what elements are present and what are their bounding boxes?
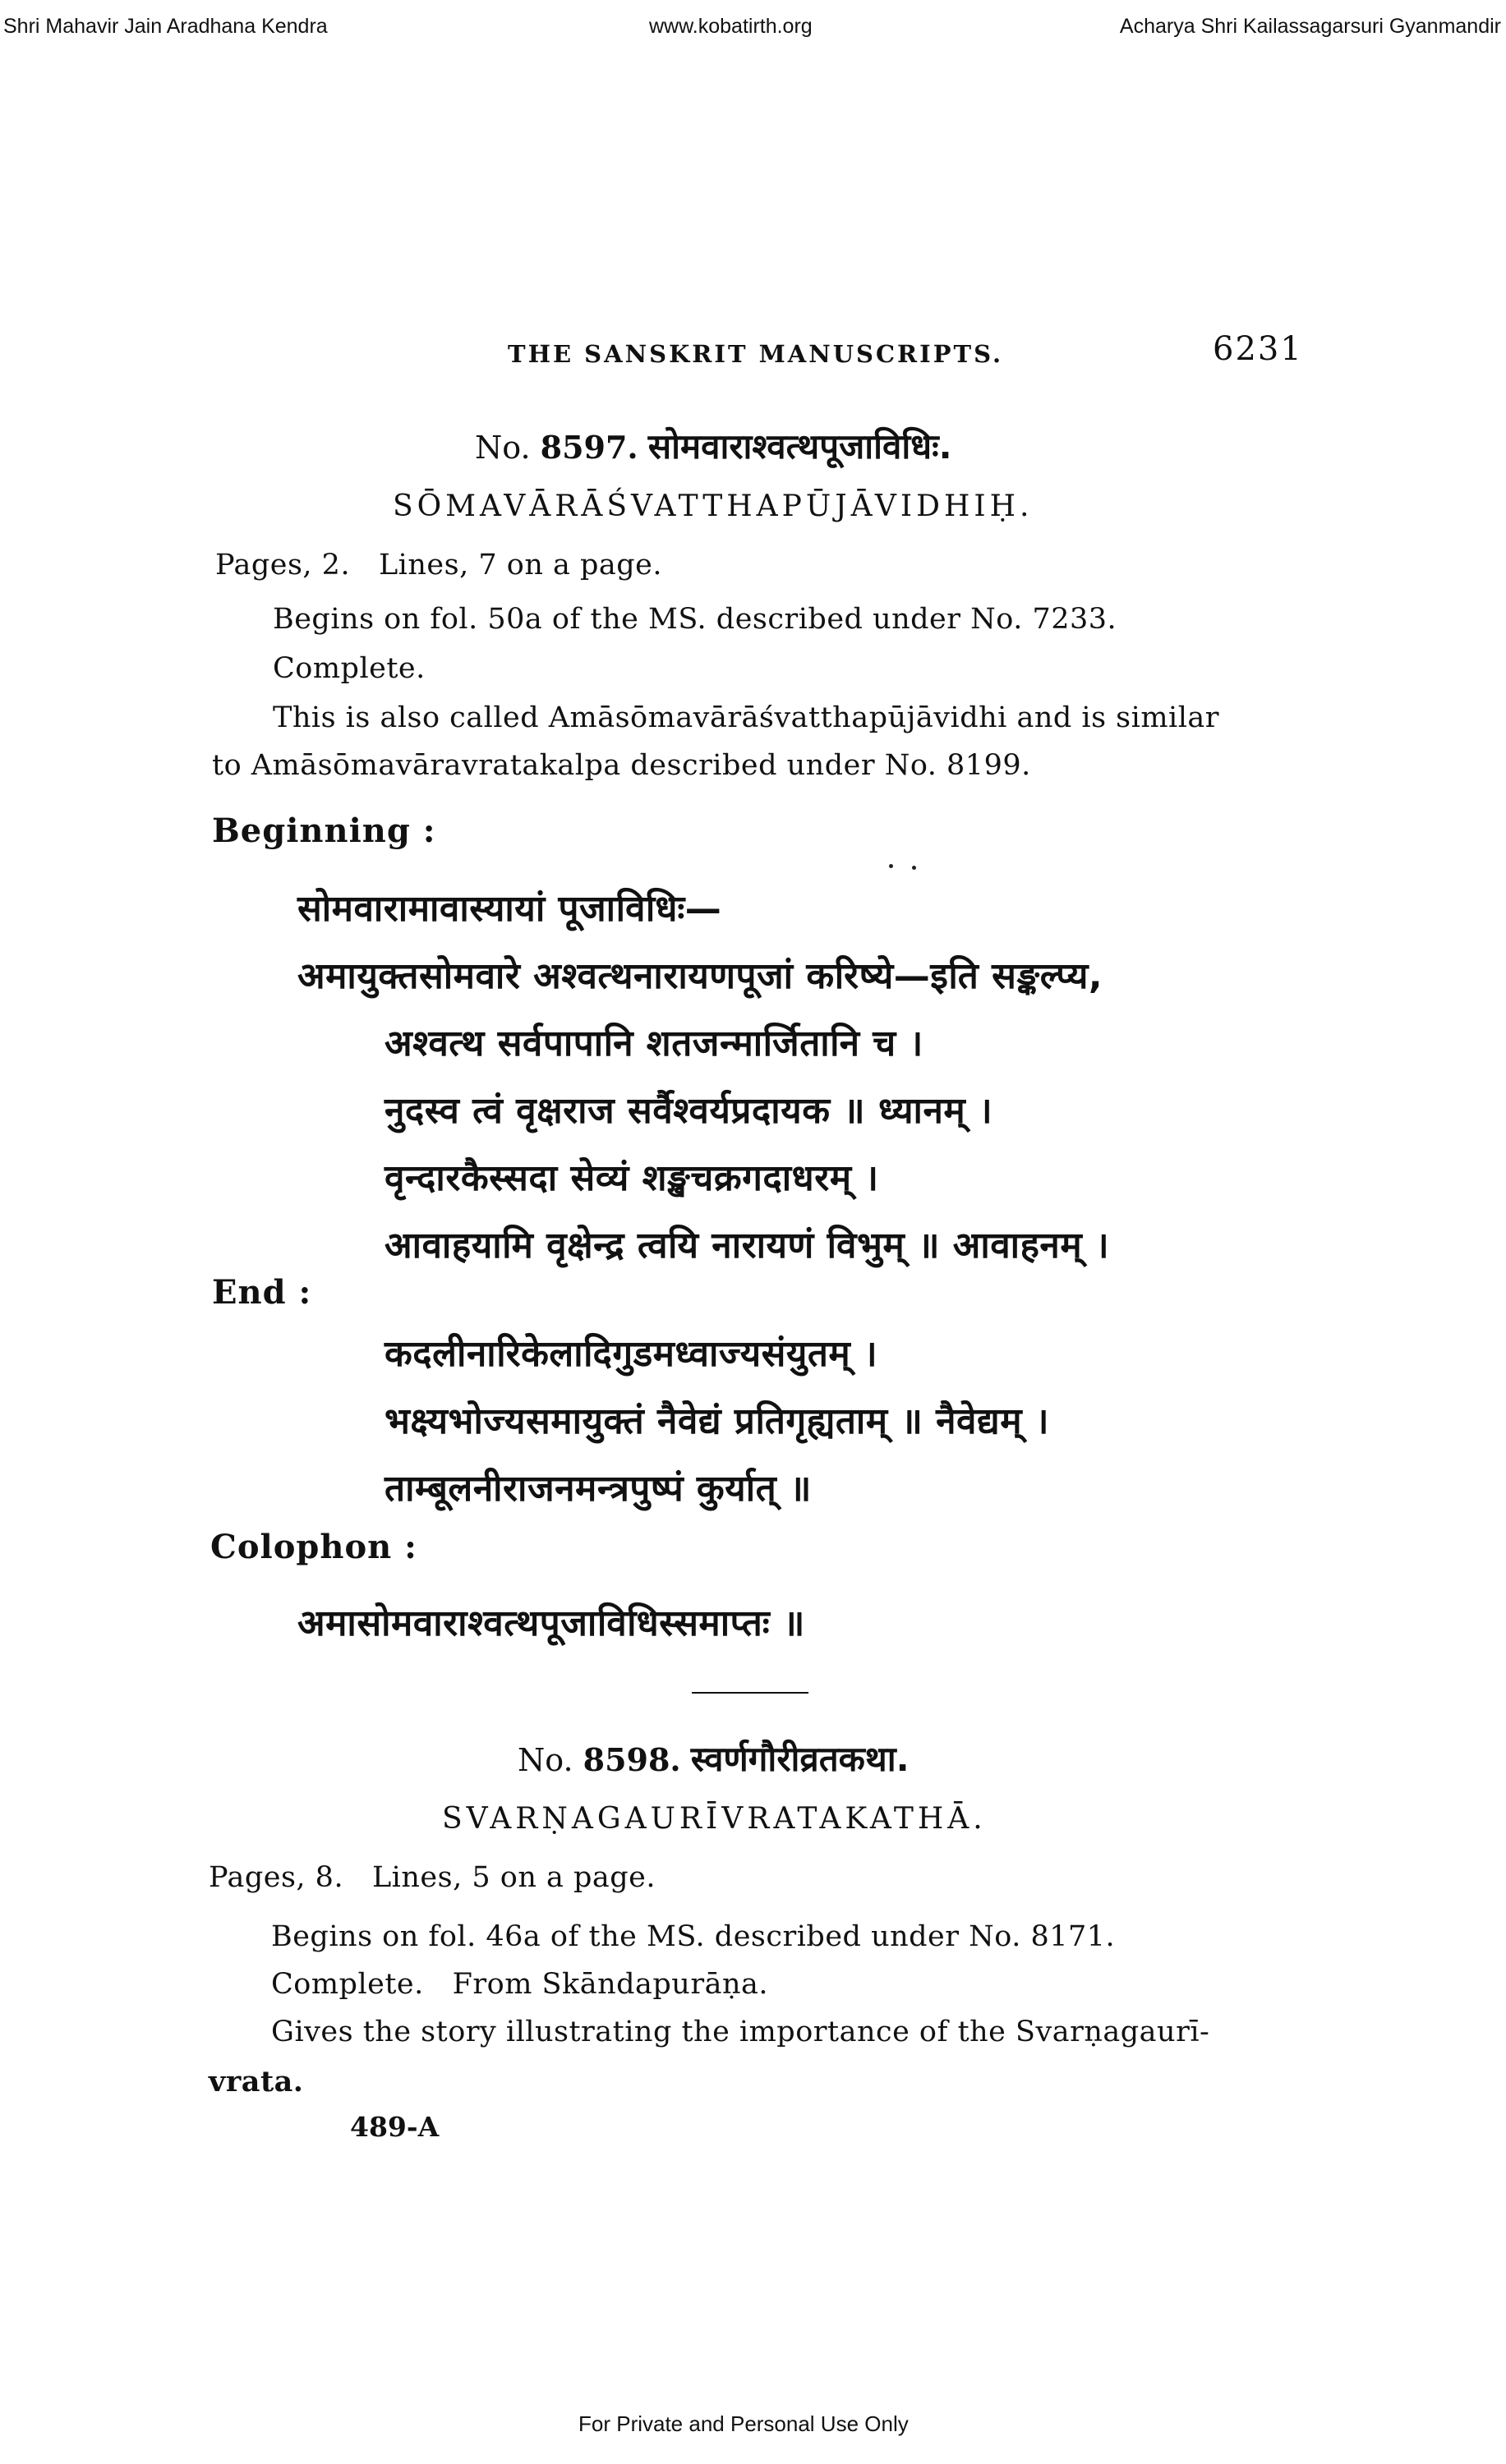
end-label: End : (212, 1273, 312, 1312)
end-line-2: भक्ष्यभोज्यसमायुक्तं नैवेद्यं प्रतिगृह्यताम् ॥ नैवेद्यम् । (385, 1400, 1050, 1442)
header-center-url[interactable]: www.kobatirth.org (649, 15, 813, 38)
beginning-line-2: अमायुक्तसोमवारे अश्वत्थनारायणपूजां करिष्ये—इति सङ्कल्प्य, (297, 955, 1103, 997)
beginning-line-1: सोमवारामावास्यायां पूजाविधिः— (297, 888, 722, 930)
footer-text: For Private and Personal Use Only (578, 2411, 909, 2436)
entry-8597-sanskrit-title: सोमवाराश्वत्थपूजाविधिः. (647, 426, 952, 467)
beginning-label: Beginning : (212, 811, 436, 850)
header-left-text: Shri Mahavir Jain Aradhana Kendra (3, 15, 328, 38)
entry-8598-translit-title: SVARṆAGAURĪVRATAKATHĀ. (442, 1802, 987, 1836)
entry-8598-note-line1: Gives the story illustrating the importance of the Svarṇagaurī- (271, 2016, 1210, 2048)
end-line-3: ताम्बूलनीराजनमन्त्रपुष्पं कुर्यात् ॥ (385, 1468, 812, 1510)
header-right-text: Acharya Shri Kailassagarsuri Gyanmandir (1119, 15, 1501, 38)
entry-8598-sanskrit-title: स्वर्णगौरीव्रतकथा. (690, 1739, 910, 1779)
entry-8598-begins: Begins on fol. 46a of the MS. described under No. 8171. (271, 1920, 1116, 1953)
entry-8598-number: 8598. (583, 1741, 681, 1778)
print-speck (889, 864, 893, 868)
page-number: 6231 (1213, 330, 1303, 368)
print-speck (912, 866, 916, 870)
end-line-1: कदलीनारिकेलादिगुडमध्वाज्यसंयुतम् । (385, 1333, 878, 1375)
entry-divider (692, 1692, 808, 1694)
beginning-line-4: नुदस्व त्वं वृक्षराज सर्वैश्वर्यप्रदायक ॥ ध्यानम् । (385, 1090, 993, 1132)
beginning-line-3: अश्वत्थ सर्वपापानि शतजन्मार्जितानि च । (385, 1023, 923, 1064)
entry-8598-status: Complete. From Skāndapurāṇa. (271, 1968, 768, 2001)
entry-8598-heading (518, 1735, 910, 1781)
entry-8597-no-label: No. (475, 430, 531, 466)
running-head-title: THE SANSKRIT MANUSCRIPTS. (508, 340, 1004, 368)
colophon-label: Colophon : (210, 1528, 417, 1566)
entry-8598-note-line2: vrata. (209, 2065, 304, 2099)
signature-mark: 489-A (350, 2111, 440, 2143)
entry-8597-pages-lines: Pages, 2. Lines, 7 on a page. (215, 549, 662, 582)
entry-8597-begins: Begins on fol. 50a of the MS. described under No. 7233. (273, 603, 1117, 636)
entry-8598-pages-lines: Pages, 8. Lines, 5 on a page. (209, 1861, 656, 1894)
entry-8597-note-line2: to Amāsōmavāravratakalpa described under No. 8199. (212, 749, 1031, 782)
entry-8597-heading (475, 422, 952, 469)
beginning-line-5: वृन्दारकैस्सदा सेव्यं शङ्खचक्रगदाधरम् । (385, 1157, 879, 1199)
entry-8597-note-line1: This is also called Amāsōmavārāśvatthapūjāvidhi and is similar (273, 701, 1220, 734)
entry-8597-translit-title: SŌMAVĀRĀŚVATTHAPŪJĀVIDHIḤ. (393, 490, 1034, 523)
entry-8597-status: Complete. (273, 652, 426, 685)
colophon-line-1: अमासोमवाराश्वत्थपूजाविधिस्समाप्तः ॥ (297, 1602, 805, 1644)
entry-8597-number: 8597. (540, 429, 638, 466)
entry-8598-no-label: No. (518, 1742, 573, 1778)
beginning-line-6: आवाहयामि वृक्षेन्द्र त्वयि नारायणं विभुम् ॥ आवाहनम् । (385, 1225, 1110, 1266)
